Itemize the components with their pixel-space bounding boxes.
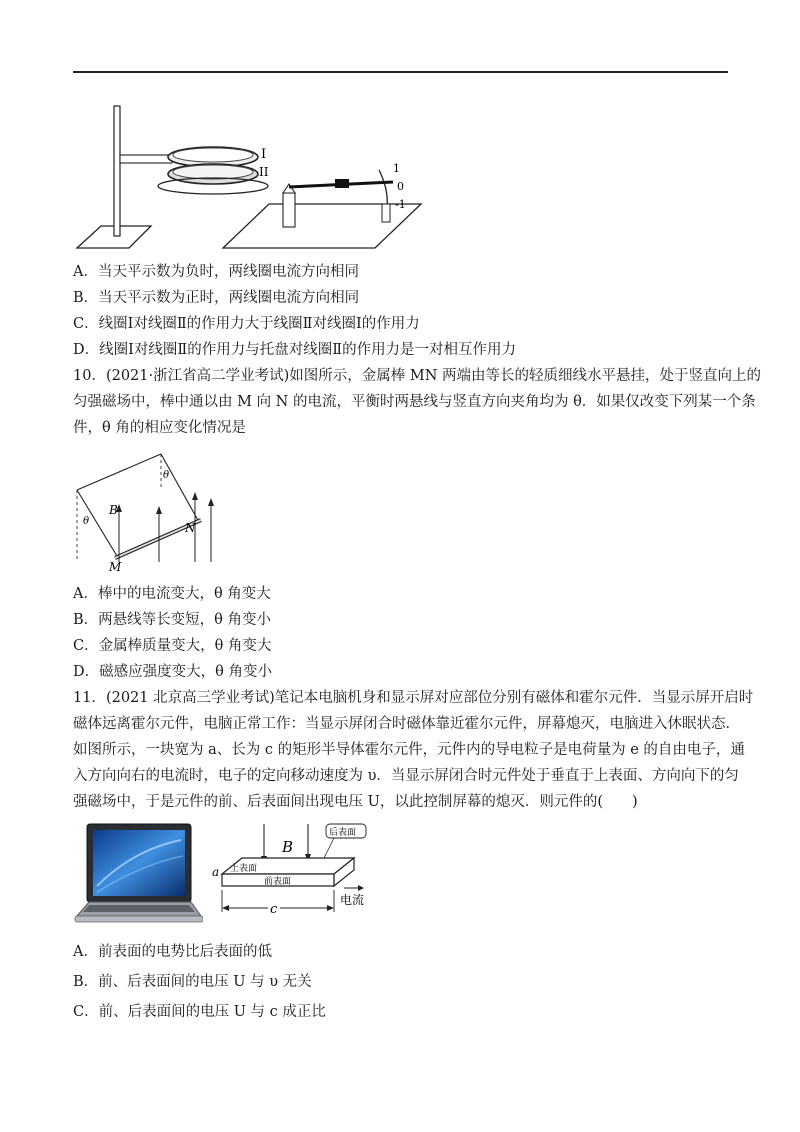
thread-right: [161, 454, 199, 522]
q10-stem-line-3: 件，θ 角的相应变化情况是: [73, 420, 246, 436]
q10-option-d: D．磁感应强度变大，θ 角变小: [73, 664, 272, 680]
balance-platform: [223, 204, 421, 248]
q11-stem-line-4: 入方向向右的电流时，电子的定向移动速度为 υ．当显示屏闭合时元件处于垂直于上表面、方向向下的匀: [73, 768, 739, 784]
q9-option-a: A．当天平示数为负时，两线圈电流方向相同: [73, 264, 359, 280]
q9-option-b: B．当天平示数为正时，两线圈电流方向相同: [73, 290, 360, 306]
q9-option-c: C．线圈Ⅰ对线圈Ⅱ的作用力大于线圈Ⅱ对线圈Ⅰ的作用力: [73, 316, 420, 332]
scale-label-top: 1: [393, 162, 400, 175]
field-label-b: B: [109, 503, 118, 517]
scale-label-mid: 0: [397, 180, 404, 193]
width-label-a: a: [212, 865, 220, 879]
top-surface-label: 上表面: [230, 864, 258, 874]
q10-stem-line-1: 10．(2021·浙江省高二学业考试)如图所示，金属棒 MN 两端由等长的轻质细线水平悬挂，处于竖直向上的: [73, 368, 762, 384]
stand-rod: [114, 106, 120, 236]
q10-option-c: C．金属棒质量变大，θ 角变大: [73, 638, 272, 654]
front-surface-label: 前表面: [264, 877, 292, 887]
q10-stem-line-2: 匀强磁场中，棒中通以由 M 向 N 的电流，平衡时两悬线与竖直方向夹角均为 θ．如果仅改变下列某一个条: [73, 394, 756, 410]
q11-option-b: B．前、后表面间的电压 U 与 υ 无关: [73, 974, 312, 990]
back-surface-label: 后表面: [329, 828, 357, 838]
header-rule: [73, 71, 728, 73]
q10-figure: [73, 452, 223, 576]
stand-arm: [120, 155, 172, 163]
q11-option-c: C．前、后表面间的电压 U 与 c 成正比: [73, 1004, 326, 1020]
laptop-figure: [73, 820, 203, 932]
q9-option-d: D．线圈Ⅰ对线圈Ⅱ的作用力与托盘对线圈Ⅱ的作用力是一对相互作用力: [73, 342, 517, 358]
ceiling-line: [77, 454, 161, 490]
q11-stem-line-2: 磁体远离霍尔元件，电脑正常工作：当显示屏闭合时磁体靠近霍尔元件，屏幕熄灭，电脑进入休眠状态．: [73, 716, 740, 732]
q11-stem-line-5: 强磁场中，于是元件的前、后表面间出现电压 U，以此控制屏幕的熄灭．则元件的( ): [73, 794, 638, 810]
scale-label-bot: -1: [395, 198, 406, 211]
length-label-c: c: [270, 902, 278, 917]
q9-figure: [73, 100, 433, 255]
angle-label-left: θ: [83, 516, 90, 527]
label-m: M: [109, 560, 122, 574]
field-label-b: B: [282, 838, 294, 856]
balance-scale: [379, 170, 387, 208]
pivot-post: [283, 193, 295, 227]
current-label: 电流: [340, 893, 365, 907]
coil-two-label: II: [259, 165, 269, 179]
coil-one-label: I: [261, 147, 267, 162]
hall-element-figure: [208, 820, 388, 920]
angle-label-right: θ: [163, 470, 170, 481]
q10-option-a: A．棒中的电流变大，θ 角变大: [73, 586, 271, 602]
q11-stem-line-3: 如图所示，一块宽为 a、长为 c 的矩形半导体霍尔元件，元件内的导电粒子是电荷量为 e 的自由电子，通: [73, 742, 745, 758]
label-n: N: [185, 521, 196, 535]
q11-stem-line-1: 11．(2021 北京高三学业考试)笔记本电脑机身和显示屏对应部位分别有磁体和霍尔元件．当显示屏开启时: [73, 690, 754, 706]
q10-option-b: B．两悬线等长变短，θ 角变小: [73, 612, 271, 628]
q11-option-a: A．前表面的电势比后表面的低: [73, 944, 272, 960]
counterweight: [335, 179, 349, 188]
